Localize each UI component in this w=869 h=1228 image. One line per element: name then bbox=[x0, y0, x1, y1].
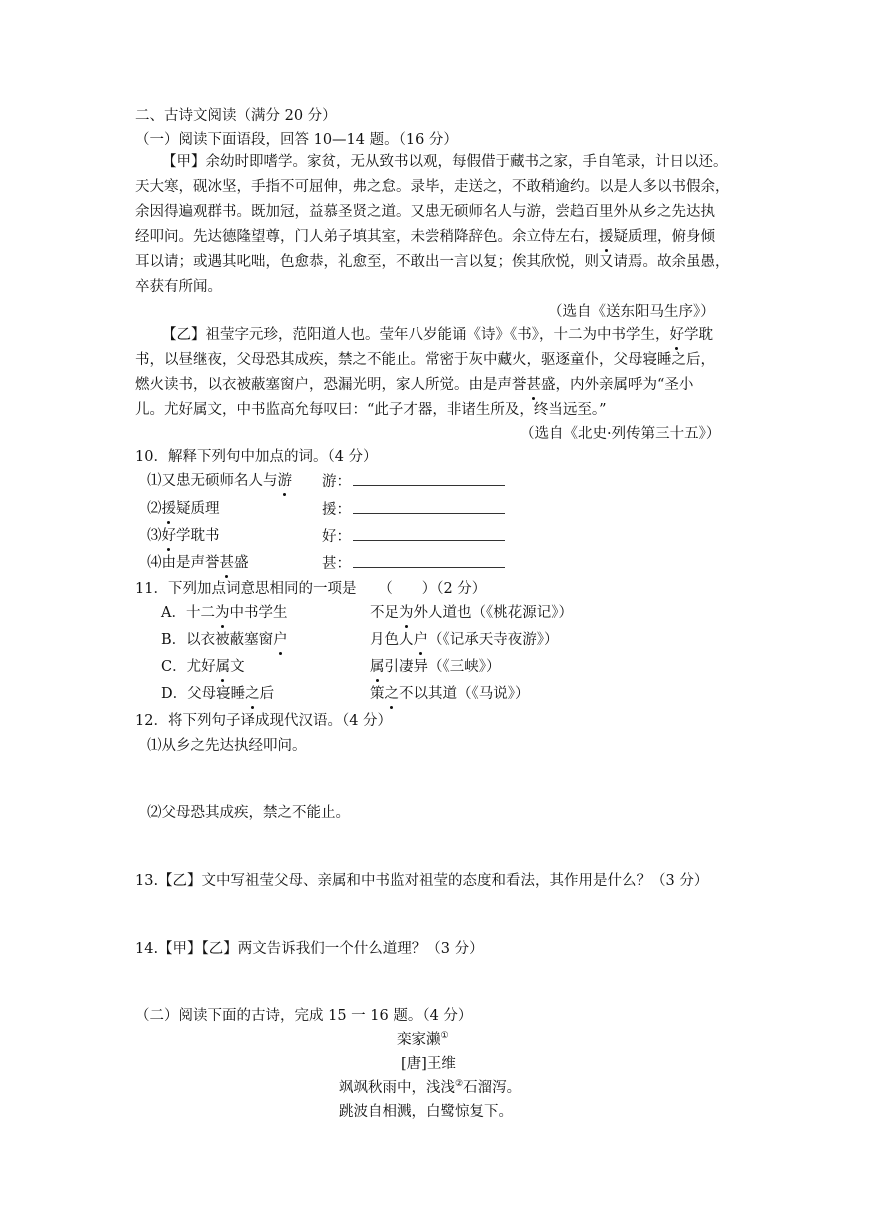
dotted-word: 好 bbox=[669, 327, 684, 343]
text-segment: ⑷由是声誉 bbox=[147, 555, 220, 571]
option-c-right bbox=[370, 657, 501, 677]
text-segment: 飒飒秋雨中，浅浅 bbox=[339, 1080, 455, 1096]
text-segment: 盛 bbox=[234, 555, 249, 571]
text-segment: 疑质理 bbox=[176, 501, 220, 517]
text-segment: 不足 bbox=[370, 605, 399, 621]
option-c-left[interactable] bbox=[161, 657, 245, 677]
text-segment: 燃火读书，以衣被蔽塞窗户，恐漏光明，家人所觉。由是声誉 bbox=[135, 377, 527, 393]
passage-jia-line: 卒获有所闻。 bbox=[135, 279, 222, 295]
text-segment: 疑质理，俯身倾 bbox=[613, 229, 715, 245]
text-segment: 盛，内外亲属呼为“圣小 bbox=[541, 377, 694, 393]
passage-jia-line: 余因得遍观群书。既加冠，益慕圣贤之道。又患无硕师名人与游，尝趋百里外从乡之先达执 bbox=[135, 204, 715, 220]
poem-title-text: 栾家濑 bbox=[397, 1032, 441, 1048]
text-segment: 中书学生 bbox=[229, 605, 288, 621]
passage-jia-source: （选自《送东阳马生序》） bbox=[548, 304, 715, 320]
dotted-word: 游 bbox=[277, 473, 292, 489]
question-stem: 12．将下列句子译成现代汉语。（4 分） bbox=[135, 713, 393, 729]
text-segment: ⑶ bbox=[147, 528, 162, 544]
dotted-word: 属 bbox=[370, 659, 385, 675]
dotted-word: 为 bbox=[214, 605, 230, 621]
answer-field[interactable] bbox=[322, 553, 505, 574]
answer-field[interactable] bbox=[322, 471, 505, 492]
translation-sentence: ⑴从乡之先达执经叩问。 bbox=[147, 738, 307, 754]
text-segment: 外人道也（《桃花源记》） bbox=[413, 605, 573, 621]
option-a-right bbox=[370, 603, 573, 623]
passage-jia-line bbox=[135, 227, 715, 247]
question-stem: 10．解释下列句中加点的词。（4 分） bbox=[135, 449, 378, 465]
answer-blank[interactable] bbox=[353, 526, 505, 541]
answer-blank[interactable] bbox=[353, 499, 505, 514]
question-stem: 11．下列加点词意思相同的一项是 （ ）（2 分） bbox=[135, 581, 487, 597]
section-title: 二、古诗文阅读（满分 20 分） bbox=[135, 108, 337, 124]
passage-jia-line: 天大寒，砚冰坚，手指不可屈伸，弗之怠。录毕，走送之，不敢稍逾约。以是人多以书假余， bbox=[135, 179, 730, 195]
text-segment: 【乙】祖莹字元珍，范阳道人也。莹年八岁能诵《诗》《书》，十二为中书学生， bbox=[162, 327, 670, 343]
text-segment: 后 bbox=[259, 686, 275, 702]
dotted-word: 甚 bbox=[526, 377, 541, 393]
text-segment: 学耽书 bbox=[176, 528, 220, 544]
passage-yi-source: （选自《北史·列传第三十五》） bbox=[520, 426, 721, 442]
footnote-marker: ② bbox=[455, 1079, 464, 1090]
text-segment: 月色人 bbox=[370, 632, 414, 648]
dotted-word: 为 bbox=[399, 605, 414, 621]
passage-yi-line: 儿。尤好属文，中书监高允每叹曰：“此子才器，非诸生所及，终当远至。” bbox=[135, 402, 607, 418]
text-segment: A．十二 bbox=[161, 605, 215, 621]
footnote-marker: ① bbox=[440, 1031, 449, 1042]
text-segment: 策 bbox=[370, 686, 385, 702]
question-13: 13.【乙】文中写祖莹父母、亲属和中书监对祖莹的态度和看法，其作用是什么？（3 分） bbox=[135, 873, 709, 889]
option-d-left[interactable] bbox=[161, 684, 274, 704]
option-b-left[interactable] bbox=[161, 630, 288, 650]
answer-blank[interactable] bbox=[353, 471, 505, 486]
option-d-right bbox=[370, 684, 530, 704]
question-14: 14.【甲】【乙】两文告诉我们一个什么道理？（3 分） bbox=[135, 941, 484, 957]
dotted-word: 甚 bbox=[219, 555, 234, 571]
dotted-word: 援 bbox=[161, 501, 176, 517]
dotted-word: 属 bbox=[215, 659, 231, 675]
answer-label: 甚： bbox=[322, 556, 351, 572]
answer-label: 援： bbox=[322, 502, 351, 518]
answer-label: 游： bbox=[322, 474, 351, 490]
text-segment: （《记承天寺夜游》） bbox=[428, 632, 559, 648]
text-segment: 学耽 bbox=[684, 327, 713, 343]
passage-yi-line: 书，以昼继夜，父母恐其成疾，禁之不能止。常密于灰中藏火，驱逐童仆，父母寝睡之后， bbox=[135, 352, 715, 368]
dotted-word: 户 bbox=[413, 632, 428, 648]
option-b-right bbox=[370, 630, 559, 650]
dotted-word: 之 bbox=[384, 686, 399, 702]
poem-author: [唐]王维 bbox=[401, 1056, 456, 1072]
vocab-item bbox=[147, 526, 220, 546]
poem-line bbox=[339, 1078, 521, 1098]
passage-jia-line: 【甲】余幼时即嗜学。家贫，无从致书以观，每假借于藏书之家，手自笔录，计日以还。 bbox=[162, 154, 728, 170]
text-segment: ⑵ bbox=[147, 501, 162, 517]
text-segment: ⑴又患无硕师名人与 bbox=[147, 473, 278, 489]
translation-sentence: ⑵父母恐其成疾，禁之不能止。 bbox=[147, 805, 350, 821]
dotted-word: 援 bbox=[599, 229, 614, 245]
passage-yi-line bbox=[162, 325, 713, 345]
vocab-item bbox=[147, 553, 249, 573]
poem-line: 跳波自相溅，白鹭惊复下。 bbox=[339, 1104, 513, 1120]
dotted-word: 之 bbox=[245, 686, 260, 702]
text-segment: B．以衣被蔽塞窗 bbox=[161, 632, 274, 648]
text-segment: 经叩问。先达德隆望尊，门人弟子填其室，未尝稍降辞色。余立侍左右， bbox=[135, 229, 599, 245]
answer-label: 好： bbox=[322, 529, 351, 545]
answer-blank[interactable] bbox=[353, 553, 505, 568]
dotted-word: 户 bbox=[273, 632, 288, 648]
text-segment: 文 bbox=[230, 659, 245, 675]
answer-field[interactable] bbox=[322, 499, 505, 520]
dotted-word: 好 bbox=[161, 528, 176, 544]
text-segment: 石溜泻。 bbox=[463, 1080, 522, 1096]
text-segment: C．尤好 bbox=[161, 659, 216, 675]
subsection-one-title: （一）阅读下面语段，回答 10—14 题。（16 分） bbox=[135, 132, 458, 148]
subsection-two-title: （二）阅读下面的古诗，完成 15 一 16 题。（4 分） bbox=[135, 1008, 473, 1024]
answer-field[interactable] bbox=[322, 526, 505, 547]
poem-title bbox=[397, 1030, 449, 1050]
passage-jia-line: 耳以请；或遇其叱咄，色愈恭，礼愈至，不敢出一言以复；俟其欣悦，则又请焉。故余虽愚， bbox=[135, 254, 730, 270]
option-a-left[interactable] bbox=[161, 603, 287, 623]
vocab-item bbox=[147, 471, 292, 491]
vocab-item bbox=[147, 499, 220, 519]
passage-yi-line bbox=[135, 375, 693, 395]
text-segment: 不以其道（《马说》） bbox=[399, 686, 530, 702]
text-segment: D．父母寝睡 bbox=[161, 686, 246, 702]
text-segment: 引凄异（《三峡》） bbox=[384, 659, 501, 675]
